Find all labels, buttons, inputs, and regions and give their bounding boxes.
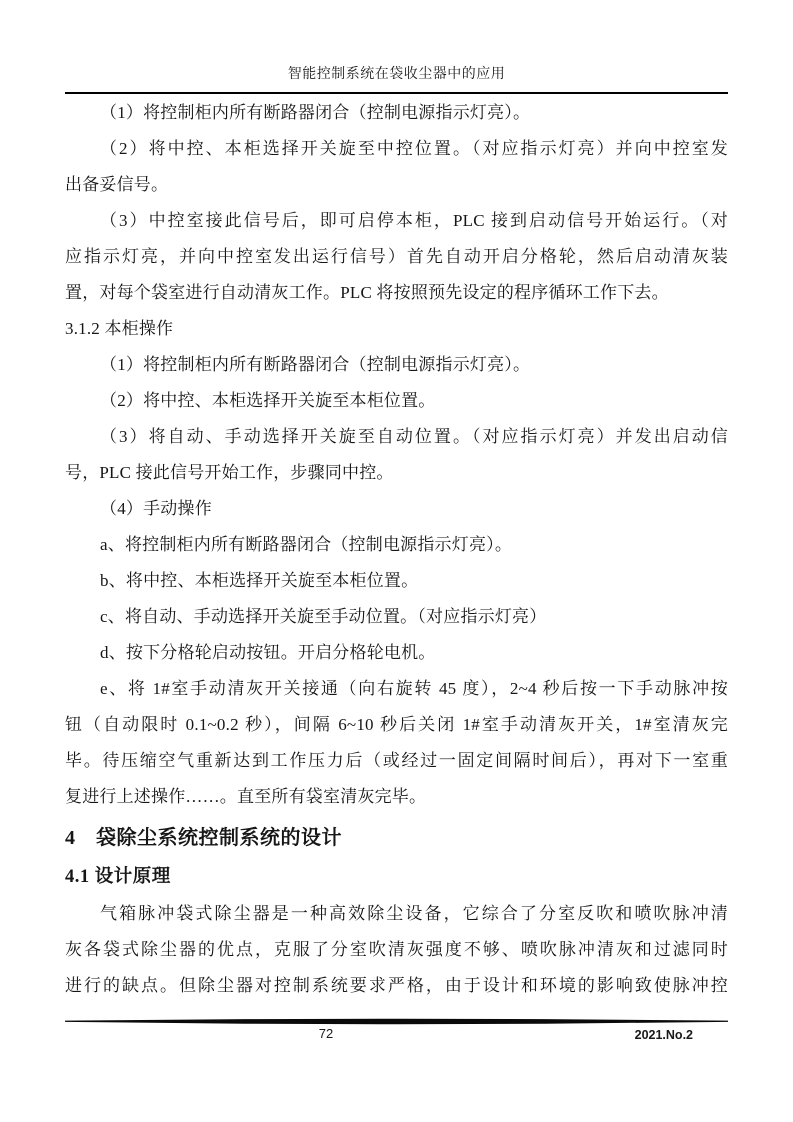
paragraph <box>65 896 728 1004</box>
paragraph <box>65 203 728 311</box>
paragraph <box>65 491 728 527</box>
paragraph <box>65 599 728 635</box>
text-line: 置，对每个袋室进行自动清灰工作。PLC 将按照预先设定的程序循环工作下去。 <box>65 283 669 302</box>
text-line: 钮（自动限时 0.1~0.2 秒），间隔 6~10 秒后关闭 1#室手动清灰开关，1#室清灰完 <box>65 715 728 734</box>
issue-number: 2021.No.2 <box>634 1028 693 1042</box>
text-line: （1）将控制柜内所有断路器闭合（控制电源指示灯亮）。 <box>100 103 531 122</box>
text-line: （4）手动操作 <box>100 499 212 518</box>
page-number: 72 <box>318 1026 334 1041</box>
paragraph <box>65 671 728 815</box>
paragraph <box>65 527 728 563</box>
section-heading <box>65 858 728 896</box>
text-line: a、将控制柜内所有断路器闭合（控制电源指示灯亮）。 <box>100 535 513 554</box>
paragraph <box>65 635 728 671</box>
paragraph <box>65 131 728 203</box>
text-line: 气箱脉冲袋式除尘器是一种高效除尘设备，它综合了分室反吹和喷吹脉冲清 <box>100 904 728 923</box>
running-header-title: 智能控制系统在袋收尘器中的应用 <box>287 67 506 82</box>
text-line: 号，PLC 接此信号开始工作，步骤同中控。 <box>65 463 394 482</box>
text-line: （3）中控室接此信号后，即可启停本柜，PLC 接到启动信号开始运行。（对 <box>100 211 728 230</box>
text-line: （2）将中控、本柜选择开关旋至本柜位置。 <box>100 391 436 410</box>
text-line: d、按下分格轮启动按钮。开启分格轮电机。 <box>100 643 436 662</box>
section-heading <box>65 818 728 858</box>
text-line: e、将 1#室手动清灰开关接通（向右旋转 45 度），2~4 秒后按一下手动脉冲按 <box>100 679 728 698</box>
text-line: （2）将中控、本柜选择开关旋至中控位置。（对应指示灯亮）并向中控室发 <box>100 139 728 158</box>
text-line: 灰各袋式除尘器的优点，克服了分室吹清灰强度不够、喷吹脉冲清灰和过滤同时 <box>65 940 728 959</box>
header-rule <box>65 92 728 94</box>
text-line: 3.1.2 本柜操作 <box>65 319 174 338</box>
text-line: （1）将控制柜内所有断路器闭合（控制电源指示灯亮）。 <box>100 355 531 374</box>
section-heading <box>65 311 728 347</box>
text-line: b、将中控、本柜选择开关旋至本柜位置。 <box>100 571 419 590</box>
paragraph <box>65 563 728 599</box>
text-line: 4 袋除尘系统控制系统的设计 <box>65 827 342 849</box>
footer-rule <box>65 1018 728 1025</box>
text-line: 进行的缺点。但除尘器对控制系统要求严格，由于设计和环境的影响致使脉冲控 <box>65 976 728 995</box>
paragraph <box>65 383 728 419</box>
text-line: （3）将自动、手动选择开关旋至自动位置。（对应指示灯亮）并发出启动信 <box>100 427 728 446</box>
paragraph <box>65 419 728 491</box>
text-line: 应指示灯亮，并向中控室发出运行信号）首先自动开启分格轮，然后启动清灰装 <box>65 247 728 266</box>
text-line: 毕。待压缩空气重新达到工作压力后（或经过一固定间隔时间后），再对下一室重 <box>65 751 728 770</box>
text-line: 复进行上述操作……。直至所有袋室清灰完毕。 <box>65 787 427 806</box>
text-line: 4.1 设计原理 <box>65 867 171 887</box>
text-line: 出备妥信号。 <box>65 175 169 194</box>
document-body <box>65 95 728 1004</box>
paragraph <box>65 95 728 131</box>
paragraph <box>65 347 728 383</box>
text-line: c、将自动、手动选择开关旋至手动位置。（对应指示灯亮） <box>100 607 547 626</box>
